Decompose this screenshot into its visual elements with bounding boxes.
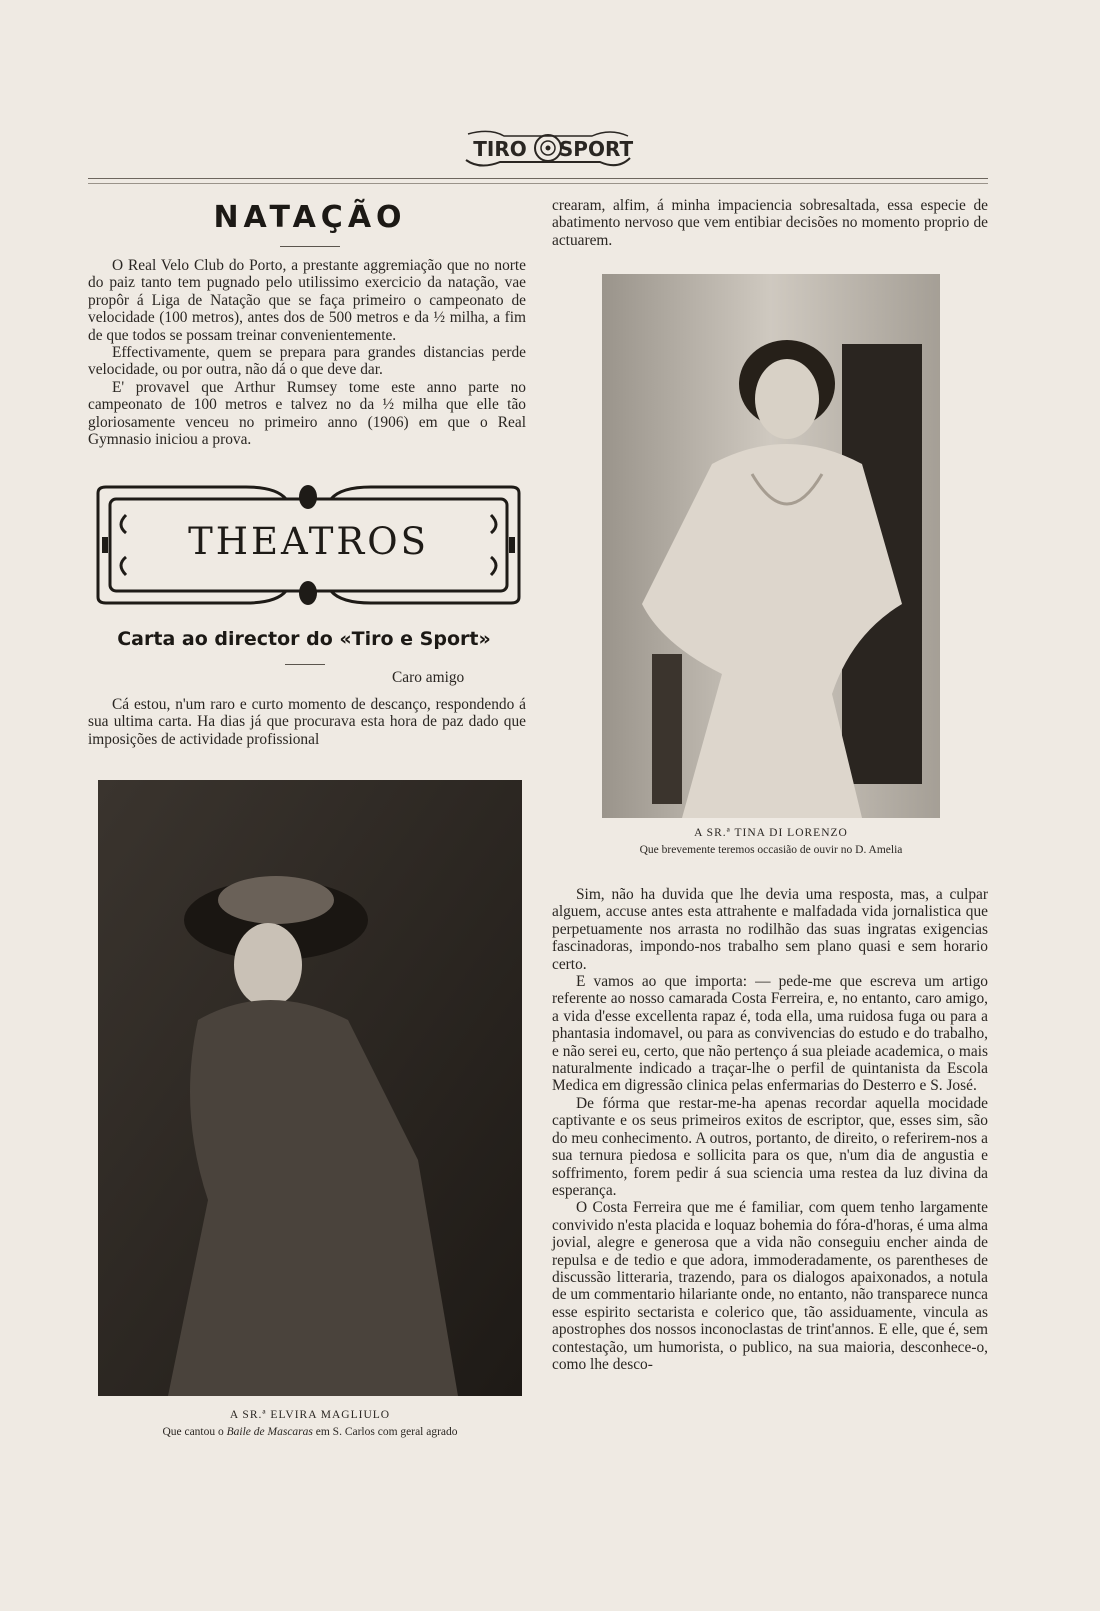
- carta-left-column: [88, 696, 526, 748]
- carta-paragraph: Cá estou, n'um raro e curto momento de descanço, respondendo á sua ultima carta. Ha dias já que procurava esta hora de paz dado que imposições de actividade profissional: [88, 696, 526, 748]
- caption-elvira: [98, 1407, 522, 1441]
- theatros-heading: THEATROS: [188, 520, 429, 563]
- caption-elvira-post: em S. Carlos com geral agrado: [312, 1426, 458, 1438]
- carta-right-top: [552, 197, 988, 249]
- caption-tina: [602, 825, 940, 859]
- photo-tina-di-lorenzo: [602, 274, 940, 818]
- photo-elvira-magliulo: [98, 780, 522, 1396]
- caption-elvira-name: A SR.ª ELVIRA MAGLIULO: [229, 1409, 391, 1421]
- carta-subtitle: Carta ao director do «Tiro e Sport»: [117, 628, 491, 650]
- carta-right-column: [552, 886, 988, 1373]
- natacao-paragraph: Effectivamente, quem se prepara para grandes distancias perde velocidade, ou por outra, não dá o que deve dar.: [88, 344, 526, 379]
- carta-paragraph: crearam, alfim, á minha impaciencia sobresaltada, essa especie de abatimento nervoso que vem entibiar decisões no momento proprio de actuarem.: [552, 197, 988, 249]
- carta-paragraph: E vamos ao que importa: — pede-me que escreva um artigo referente ao nosso camarada Costa Ferreira, e, no entanto, caro amigo, a vida d'esse excellenta rapaz é, toda ella, uma ruidosa fuga ou para a phantasia indomavel, ou para as convivencias do estudo e do trabalho, e não serei eu, certo, que não pertenço á sua pleiade academica, o mais naturalmente indicado a traçar-lhe o perfil de quintanista da Escola Medica em digressão clinica pelas enfermarias do Desterro e S. José.: [552, 973, 988, 1095]
- caption-elvira-text: [98, 1424, 522, 1441]
- header-rule-thin: [88, 183, 988, 184]
- natacao-heading: NATAÇÃO: [213, 200, 407, 235]
- carta-paragraph: De fórma que restar-me-ha apenas recordar aquella mocidade captivante e os seus primeiros exitos de escriptor, que, esses sim, são do meu conhecimento. A outros, portanto, de direito, o referirem-nos a sua ternura piedosa e sollicita para os que, n'um dia de angustia e soffrimento, forem pedir á sua sciencia uma restea da luz divina da esperança.: [552, 1094, 988, 1199]
- carta-paragraph: Sim, não ha duvida que lhe devia uma resposta, mas, a culpar alguem, accuse antes esta attrahente e malfadada vida jornalistica que perpetuamente nos arrasta no rodilhão das suas ingratas exigencias fascinadoras, impondo-nos trabalho sem plano quasi e sem horario certo.: [552, 886, 988, 973]
- natacao-divider: [280, 246, 340, 247]
- caption-elvira-title: Baile de Mascaras: [226, 1426, 313, 1438]
- masthead-logo: [460, 124, 636, 174]
- svg-text:SPORT: SPORT: [558, 137, 634, 161]
- caption-tina-text: Que brevemente teremos occasião de ouvir no D. Amelia: [639, 844, 903, 856]
- natacao-paragraph: E' provavel que Arthur Rumsey tome este anno parte no campeonato de 100 metros e talvez no da ½ milha que elle tão gloriosamente venceu no primeiro anno (1906) em que o Real Gymnasio iniciou a prova.: [88, 378, 526, 449]
- salutation: Caro amigo: [392, 669, 465, 686]
- natacao-paragraph: O Real Velo Club do Porto, a prestante aggremiação que no norte do paiz tanto tem pugnado pelo utilissimo exercicio da natação, vae propôr á Liga de Natação que se faça primeiro o campeonato de velocidade (100 metros), antes dos de 500 metros e da ½ milha, a fim de que todos se possam treinar convenientemente.: [88, 257, 526, 344]
- header-rule: [88, 178, 988, 179]
- carta-divider: [285, 664, 325, 665]
- natacao-article: [88, 257, 526, 448]
- caption-elvira-pre: Que cantou o: [162, 1426, 227, 1438]
- svg-text:TIRO: TIRO: [473, 137, 527, 161]
- caption-tina-name: A SR.ª TINA DI LORENZO: [694, 827, 848, 839]
- carta-paragraph: O Costa Ferreira que me é familiar, com quem tenho largamente convivido n'esta placida e loquaz bohemia do fóra-d'horas, é uma alma jovial, alegre e generosa que a vida não conseguiu encher ainda de repulsa e de tedio e que adora, immoderadamente, os parentheses de discussão litteraria, trazendo, para os dialogos apaixonados, a notula de um commentario hilariante onde, no entanto, não transparece nunca esse espirito sectarista e colerico que, tão assiduamente, vincula as apostrophes dos nossos inconoclastas de trint'annos. E elle, que é, sem contestação, um humorista, o publico, na sua maioria, desconhece-o, como lhe desco-: [552, 1199, 988, 1373]
